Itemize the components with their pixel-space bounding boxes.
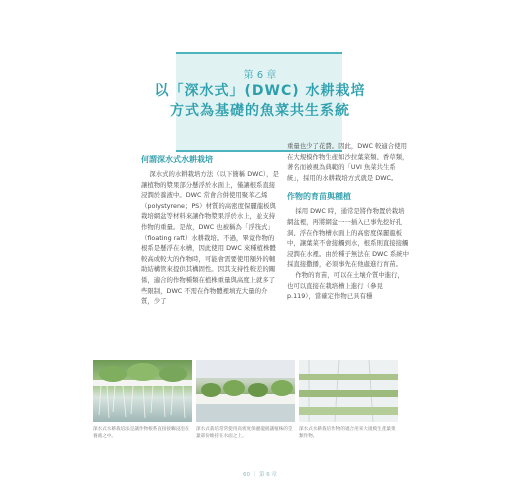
photo-caption: 深水式栽培常常使用高密度保麗龍板讓植株的莖葉部份維持在水面之上。 <box>196 427 293 439</box>
chapter-label: 第 6 章 <box>243 70 277 81</box>
right-column <box>287 141 409 302</box>
photo-large-scale <box>299 360 398 422</box>
section-heading-dwc: 何謂深水式水耕栽培 <box>141 155 213 164</box>
chapter-title-line2: 方式為基礎的魚菜共生系統 <box>170 103 350 119</box>
chapter-title-line1: 以「深水式」(DWC) 水耕栽培 <box>154 83 366 99</box>
photo-caption: 深水式水耕栽培法是讓作物根系直接接觸浸泡在養液之中。 <box>93 427 190 439</box>
photo-caption: 深水式水耕栽培作物的適合用來大規模生產葉菜類作物。 <box>299 427 396 439</box>
body-paragraph: 採用 DWC 時，通常是將作物置於栽培網盆裡，再將網盆一一插入已事先挖好孔洞、浮在作物槽水面上的高密度保麗龍板中，讓葉菜不會接觸到水，根系則直接接觸浸潤在水裡。由於種子無法在 DWC 系統中採直接撒播，必須事先在他處進行育苗。 <box>287 207 410 269</box>
body-paragraph: 重量也少了花費。因此，DWC 較適合使用在大規模作物生產如沙拉葉菜類、香草類，著名而被視為典範的「UVI 魚菜共生系統」，採用的水耕栽培方式就是 DWC。 <box>287 142 409 182</box>
photo-raft-board <box>196 360 295 422</box>
section-heading-seedling: 作物的育苗與種植 <box>287 192 351 202</box>
left-column <box>141 154 279 307</box>
body-paragraph: 作物的育苗，可以在土壤介質中進行，也可以直接在栽培槽上進行（參見 p.119），當確定作物已具有穩 <box>287 270 404 301</box>
body-paragraph: 深水式的水耕栽培方法（以下簡稱 DWC），是讓植物的漿果部分懸浮於水面上，僅讓根系直接浸潤於養液中。DWC 常會合併使用聚苯乙烯（polystyrene；PS）材質的高密度保麗龍板與栽培網盆等材料來讓作物漿果浮於水上，並支持作物的重量。是故，DWC 也被稱為「浮筏式」（floating raft）水耕栽培。不過，畢竟作物的根系是懸浮在水槽，因此使用 DWC 來種植株體較高或較大的作物時，可能會需要使用額外的輔助結構管來提供其構固性。因其支持性較差的關係，適合的作物種類在植株重量與高度上就多了些限制，DWC 不需在作物體裡填充大量的介質，少了 <box>141 170 279 306</box>
photo-dwc-roots <box>93 360 192 422</box>
page-footer: 60 ｜ 第 6 章 <box>243 472 277 478</box>
